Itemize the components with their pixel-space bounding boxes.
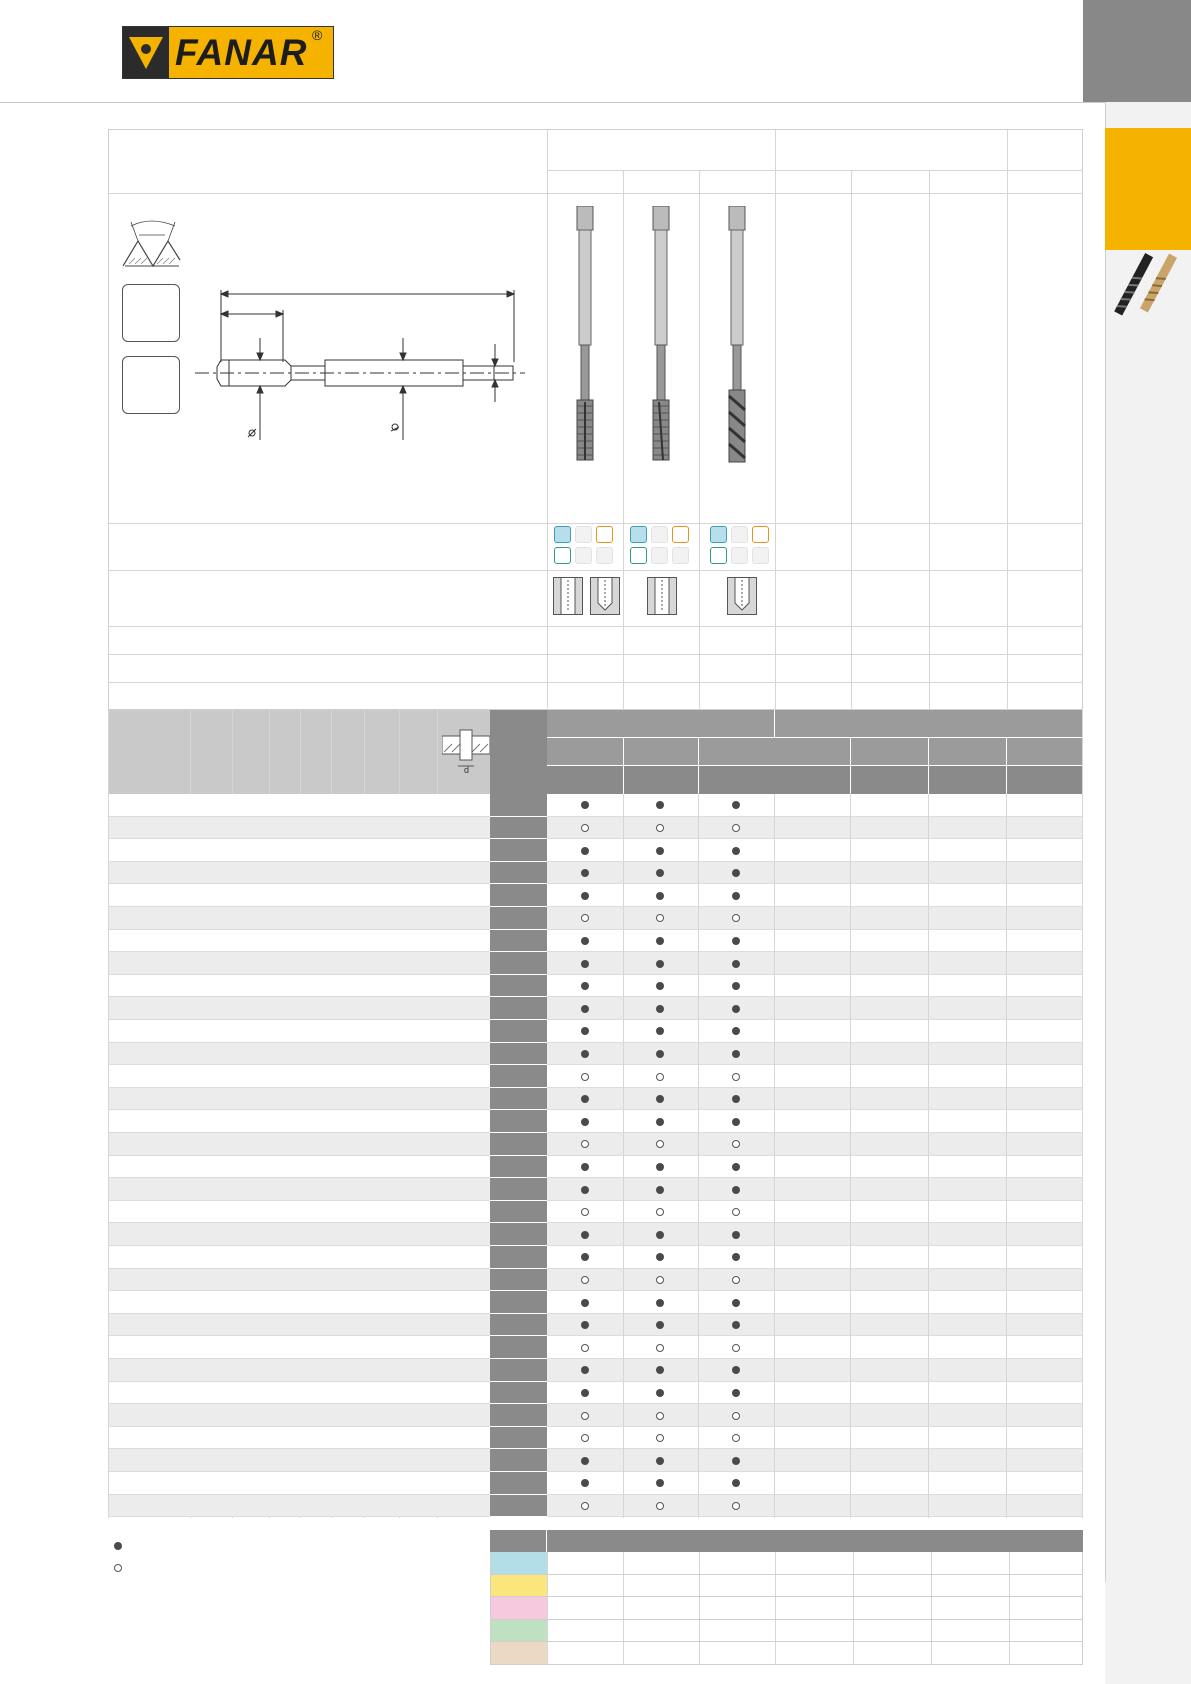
code-cell — [490, 1088, 547, 1111]
grid-line — [698, 794, 699, 1518]
material-row — [490, 1620, 1083, 1643]
table-row — [108, 1043, 1083, 1066]
grid-line — [547, 1620, 548, 1642]
grid-line — [850, 794, 851, 1518]
open-dot-icon — [581, 824, 589, 832]
material-green-icon — [710, 547, 727, 564]
code-header — [490, 710, 547, 794]
filled-dot-icon — [656, 1005, 664, 1013]
material-blue-icon — [710, 526, 727, 543]
material-empty-icon — [731, 526, 748, 543]
material-color-swatch — [491, 1552, 547, 1574]
table-row — [108, 862, 1083, 885]
grid-line — [623, 1642, 624, 1664]
unit-header — [547, 766, 1083, 794]
table-row — [108, 930, 1083, 953]
table-row — [108, 1269, 1083, 1292]
code-cell — [490, 1110, 547, 1133]
open-dot-icon — [581, 1073, 589, 1081]
table-row — [108, 1359, 1083, 1382]
code-cell — [490, 1269, 547, 1292]
grid-line — [547, 1597, 548, 1619]
side-strip-border — [1105, 102, 1106, 1582]
filled-dot-icon — [581, 1186, 589, 1194]
grid-line — [623, 1597, 624, 1619]
table-row — [108, 1472, 1083, 1495]
filled-dot-icon — [732, 1118, 740, 1126]
table-row — [108, 1291, 1083, 1314]
material-orange-icon — [596, 526, 613, 543]
filled-dot-icon — [732, 1186, 740, 1194]
code-cell — [490, 1246, 547, 1269]
table-row — [108, 1065, 1083, 1088]
open-dot-icon — [732, 1276, 740, 1284]
header-separator — [850, 738, 851, 794]
code-cell — [490, 1223, 547, 1246]
grid-line — [931, 1575, 932, 1597]
code-cell — [490, 1065, 547, 1088]
logo-wordmark: FANAR — [175, 32, 308, 73]
material-orange-icon — [752, 526, 769, 543]
material-color-swatch — [491, 1575, 547, 1597]
side-strip — [1105, 102, 1191, 1684]
filled-dot-icon — [656, 960, 664, 968]
code-cell — [490, 1336, 547, 1359]
header-separator — [1006, 738, 1007, 794]
open-dot-icon — [732, 824, 740, 832]
code-cell — [490, 1043, 547, 1066]
grid-line — [853, 1597, 854, 1619]
filled-dot-icon — [732, 1299, 740, 1307]
table-row — [108, 1133, 1083, 1156]
filled-dot-icon — [581, 892, 589, 900]
table-row — [108, 1495, 1083, 1518]
grid-line — [931, 1552, 932, 1574]
drill-diameter-icon — [442, 726, 490, 774]
grid-line — [699, 1597, 700, 1619]
grid-line — [547, 130, 548, 710]
grid-line — [774, 794, 775, 1518]
code-cell — [490, 1156, 547, 1179]
grid-line — [851, 170, 852, 710]
filled-dot-icon — [732, 847, 740, 855]
code-cell — [490, 794, 547, 817]
grid-line — [1006, 794, 1007, 1518]
grid-line — [775, 1620, 776, 1642]
code-cell — [490, 1472, 547, 1495]
material-empty-icon — [752, 547, 769, 564]
material-orange-icon — [672, 526, 689, 543]
filled-dot-icon — [581, 1118, 589, 1126]
filled-dot-icon — [656, 892, 664, 900]
filled-dot-icon — [656, 1163, 664, 1171]
code-cell — [490, 1404, 547, 1427]
material-empty-icon — [596, 547, 613, 564]
tap-image-spiral-flute — [717, 206, 757, 481]
table-row — [108, 1201, 1083, 1224]
grid-line — [1009, 1575, 1010, 1597]
table-row — [108, 907, 1083, 930]
open-dot-icon — [656, 824, 664, 832]
filled-dot-icon — [581, 1050, 589, 1058]
open-dot-icon — [732, 1344, 740, 1352]
open-dot-icon — [732, 1073, 740, 1081]
code-cell — [490, 997, 547, 1020]
table-row — [108, 952, 1083, 975]
header-separator — [698, 738, 699, 794]
header-divider — [0, 102, 1191, 103]
material-row — [490, 1642, 1083, 1665]
code-cell — [490, 817, 547, 840]
section-tab — [1105, 128, 1191, 250]
table-row — [108, 1178, 1083, 1201]
grid-line — [775, 1575, 776, 1597]
open-dot-icon — [656, 1412, 664, 1420]
open-dot-icon — [656, 1502, 664, 1510]
code-cell — [490, 1133, 547, 1156]
legend-filled-dot-icon — [114, 1542, 122, 1550]
material-color-swatch — [491, 1642, 547, 1664]
open-dot-icon — [656, 1276, 664, 1284]
open-dot-icon — [656, 1073, 664, 1081]
material-color-swatch — [491, 1597, 547, 1619]
table-row — [108, 1449, 1083, 1472]
grid-line — [109, 682, 1083, 683]
open-dot-icon — [732, 1412, 740, 1420]
thread-profile-icon — [121, 214, 181, 270]
grid-line — [1009, 1642, 1010, 1664]
group-header — [547, 710, 1083, 738]
filled-dot-icon — [656, 1231, 664, 1239]
table-row — [108, 1314, 1083, 1337]
table-row — [108, 997, 1083, 1020]
grid-line — [623, 794, 624, 1518]
grid-line — [623, 170, 624, 710]
filled-dot-icon — [656, 1186, 664, 1194]
grid-line — [775, 1642, 776, 1664]
code-cell — [490, 1359, 547, 1382]
through-hole-icon — [647, 577, 677, 615]
material-table — [490, 1530, 1083, 1665]
material-empty-icon — [651, 526, 668, 543]
filled-dot-icon — [732, 937, 740, 945]
filled-dot-icon — [732, 1163, 740, 1171]
fanar-logo — [122, 26, 334, 79]
grid-line — [547, 1642, 548, 1664]
filled-dot-icon — [581, 1231, 589, 1239]
code-cell — [490, 975, 547, 998]
code-cell — [490, 1201, 547, 1224]
code-cell — [490, 1449, 547, 1472]
grid-line — [931, 1642, 932, 1664]
header-separator — [928, 738, 929, 794]
header-separator — [623, 738, 624, 794]
legend — [112, 1538, 412, 1578]
filled-dot-icon — [581, 1457, 589, 1465]
grid-line — [699, 1552, 700, 1574]
grid-line — [1009, 1620, 1010, 1642]
svg-text:d: d — [464, 765, 470, 774]
grid-line — [931, 1597, 932, 1619]
open-dot-icon — [581, 1344, 589, 1352]
table-row — [108, 1382, 1083, 1405]
code-cell — [490, 884, 547, 907]
table-row — [108, 817, 1083, 840]
filled-dot-icon — [581, 937, 589, 945]
spec-box-1 — [122, 284, 180, 342]
table-row — [108, 1110, 1083, 1133]
header-separator — [546, 1530, 547, 1552]
blind-hole-icon — [590, 577, 620, 615]
filled-dot-icon — [656, 1050, 664, 1058]
table-row — [108, 1336, 1083, 1359]
size-table-header — [108, 710, 490, 794]
grid-line — [623, 1552, 624, 1574]
material-empty-icon — [651, 547, 668, 564]
code-cell — [490, 1382, 547, 1405]
tap-dimension-drawing — [195, 280, 535, 580]
table-row — [108, 1223, 1083, 1246]
grid-line — [775, 1597, 776, 1619]
grid-line — [623, 1620, 624, 1642]
grid-line — [853, 1620, 854, 1642]
grid-line — [547, 1575, 548, 1597]
open-dot-icon — [581, 1276, 589, 1284]
table-row — [108, 1246, 1083, 1269]
open-dot-icon — [656, 1344, 664, 1352]
registered-mark: ® — [312, 27, 323, 43]
filled-dot-icon — [732, 892, 740, 900]
taps-photo — [1110, 250, 1180, 320]
filled-dot-icon — [732, 1457, 740, 1465]
material-row — [490, 1597, 1083, 1620]
filled-dot-icon — [656, 1299, 664, 1307]
through-hole-icon — [553, 577, 583, 615]
grid-line — [853, 1575, 854, 1597]
material-green-icon — [630, 547, 647, 564]
grid-line — [931, 1620, 932, 1642]
grid-line — [775, 130, 776, 710]
code-cell — [490, 1291, 547, 1314]
code-cell — [490, 1314, 547, 1337]
code-cell — [490, 1427, 547, 1450]
grid-line — [108, 710, 109, 1518]
subgroup-header — [547, 738, 1083, 766]
table-row — [108, 1020, 1083, 1043]
table-row — [108, 975, 1083, 998]
material-empty-icon — [672, 547, 689, 564]
filled-dot-icon — [581, 1389, 589, 1397]
code-cell — [490, 839, 547, 862]
grid-line — [929, 170, 930, 710]
grid-line — [699, 170, 700, 710]
filled-dot-icon — [581, 1299, 589, 1307]
open-dot-icon — [581, 1412, 589, 1420]
legend-open-dot-icon — [114, 1564, 122, 1572]
grid-line — [775, 1552, 776, 1574]
code-cell — [490, 1178, 547, 1201]
tap-image-spiral-point — [641, 206, 681, 481]
size-table — [108, 710, 1083, 1519]
open-dot-icon — [581, 1502, 589, 1510]
filled-dot-icon — [656, 1457, 664, 1465]
material-color-swatch — [491, 1620, 547, 1642]
grid-line — [547, 1552, 548, 1574]
filled-dot-icon — [581, 1163, 589, 1171]
table-row — [108, 839, 1083, 862]
grid-line — [853, 1552, 854, 1574]
grid-line — [109, 626, 1083, 627]
material-blue-icon — [630, 526, 647, 543]
material-row — [490, 1552, 1083, 1575]
logo-v-mark — [123, 27, 169, 78]
material-empty-icon — [575, 526, 592, 543]
filled-dot-icon — [656, 937, 664, 945]
code-cell — [490, 1495, 547, 1518]
filled-dot-icon — [732, 1050, 740, 1058]
code-cell — [490, 1020, 547, 1043]
grid-line — [1009, 1552, 1010, 1574]
code-cell — [490, 952, 547, 975]
code-cell — [490, 907, 547, 930]
filled-dot-icon — [656, 847, 664, 855]
spec-table — [108, 129, 1083, 710]
table-row — [108, 1404, 1083, 1427]
material-blue-icon — [554, 526, 571, 543]
material-empty-icon — [731, 547, 748, 564]
corner-tab — [1083, 0, 1191, 102]
material-empty-icon — [575, 547, 592, 564]
filled-dot-icon — [656, 1118, 664, 1126]
spec-box-2 — [122, 356, 180, 414]
tap-image-straight-flute — [565, 206, 605, 481]
code-cell — [490, 930, 547, 953]
table-row — [108, 884, 1083, 907]
material-table-header — [490, 1530, 1083, 1552]
grid-line — [1007, 130, 1008, 710]
grid-line — [699, 1620, 700, 1642]
blind-hole-icon — [727, 577, 757, 615]
table-row — [108, 794, 1083, 817]
filled-dot-icon — [581, 960, 589, 968]
grid-line — [699, 1575, 700, 1597]
table-row — [108, 1156, 1083, 1179]
table-row — [108, 1088, 1083, 1111]
grid-line — [623, 1575, 624, 1597]
grid-line — [547, 170, 1083, 171]
grid-line — [928, 794, 929, 1518]
filled-dot-icon — [581, 1005, 589, 1013]
grid-line — [109, 654, 1083, 655]
grid-line — [109, 193, 1083, 194]
grid-line — [699, 1642, 700, 1664]
table-row — [108, 1427, 1083, 1450]
filled-dot-icon — [656, 1389, 664, 1397]
grid-line — [1009, 1597, 1010, 1619]
filled-dot-icon — [732, 1005, 740, 1013]
filled-dot-icon — [732, 1389, 740, 1397]
grid-line — [853, 1642, 854, 1664]
code-cell — [490, 862, 547, 885]
filled-dot-icon — [732, 1231, 740, 1239]
open-dot-icon — [732, 1502, 740, 1510]
material-row — [490, 1575, 1083, 1598]
material-green-icon — [554, 547, 571, 564]
grid-line — [1082, 710, 1083, 1518]
filled-dot-icon — [581, 847, 589, 855]
filled-dot-icon — [732, 960, 740, 968]
